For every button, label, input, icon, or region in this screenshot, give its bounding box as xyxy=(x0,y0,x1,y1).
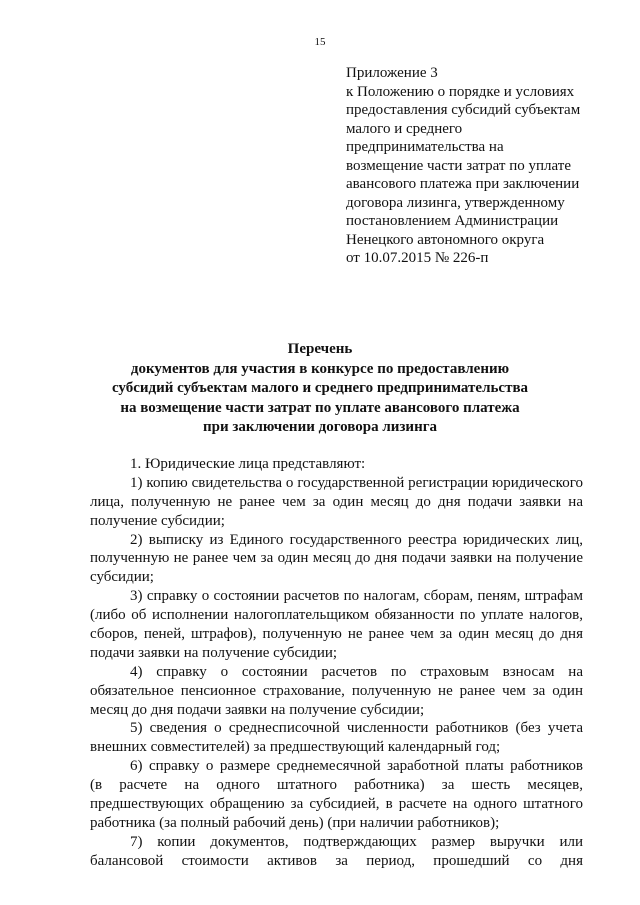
title-line: при заключении договора лизинга xyxy=(202,419,438,435)
body-line: 6) справку о размере среднемесячной заработной платы работников xyxy=(130,758,583,775)
body-line: 3) справку о состоянии расчетов по налогам, сборам, пеням, штрафам xyxy=(130,588,583,605)
body-line: 1. Юридические лица представляют: xyxy=(130,456,366,472)
body-line: сборов, пеней, штрафов), полученную не ранее чем за один месяц до дня xyxy=(90,626,583,643)
appendix-line: предпринимательства на xyxy=(346,139,504,155)
body-line: 2) выписку из Единого государственного реестра юридических лиц, xyxy=(130,531,583,548)
title-line: Перечень xyxy=(287,341,353,357)
appendix-line: авансового платежа при заключении xyxy=(346,176,580,192)
appendix-line: от 10.07.2015 № 226-п xyxy=(346,250,489,266)
title-line: на возмещение части затрат по уплате авансового платежа xyxy=(120,399,520,416)
body-line: обязательное пенсионное страхование, полученную не ранее чем за один xyxy=(90,682,583,699)
body-line: 7) копии документов, подтверждающих размер выручки или xyxy=(130,833,583,850)
appendix-line: предоставления субсидий субъектам xyxy=(346,102,581,118)
appendix-line: постановлением Администрации xyxy=(346,213,559,229)
title-line: документов для участия в конкурсе по предоставлению xyxy=(130,360,510,377)
appendix-line: возмещение части затрат по уплате xyxy=(346,157,571,174)
appendix-line: Приложение 3 xyxy=(346,65,438,81)
appendix-line: к Положению о порядке и условиях xyxy=(346,83,575,100)
body-line: (либо об исполнении налогоплательщиком обязанности по уплате налогов, xyxy=(90,607,583,624)
body-line: 4) справку о состоянии расчетов по страховым взносам на xyxy=(130,663,583,680)
body-line: получение субсидии; xyxy=(90,512,225,529)
document-title xyxy=(0,340,640,438)
body-line: месяц до дня подачи заявки на получение субсидии; xyxy=(90,701,425,718)
body-line: подачи заявки на получение субсидии; xyxy=(90,644,338,661)
appendix-line: договора лизинга, утвержденному xyxy=(346,194,565,211)
body-line: внешних совместителей) за предшествующий календарный год; xyxy=(90,739,501,756)
body-line: лица, полученную не ранее чем за один месяц до дня подачи заявки на xyxy=(90,493,583,510)
title-line: субсидий субъектам малого и среднего предпринимательства xyxy=(111,380,529,396)
appendix-line: малого и среднего xyxy=(346,120,463,137)
document-body xyxy=(90,455,583,871)
body-line: субсидии; xyxy=(90,569,154,586)
body-line: предшествующих обращению за субсидией, в расчете на одного штатного xyxy=(90,796,583,813)
body-line: работника (за полный рабочий день) (при наличии работников); xyxy=(90,814,500,831)
page-number: 15 xyxy=(314,36,326,48)
appendix-header xyxy=(346,64,616,268)
body-line: полученную не ранее чем за один месяц до дня подачи заявки на получение xyxy=(90,550,583,567)
body-line: (в расчете на одного штатного работника) за шесть месяцев, xyxy=(90,777,583,794)
body-line: 5) сведения о среднесписочной численности работников (без учета xyxy=(130,720,583,737)
appendix-line: Ненецкого автономного округа xyxy=(346,231,545,248)
body-line: балансовой стоимости активов за период, прошедший со дня xyxy=(90,852,583,869)
body-line: 1) копию свидетельства о государственной регистрации юридического xyxy=(130,474,583,491)
